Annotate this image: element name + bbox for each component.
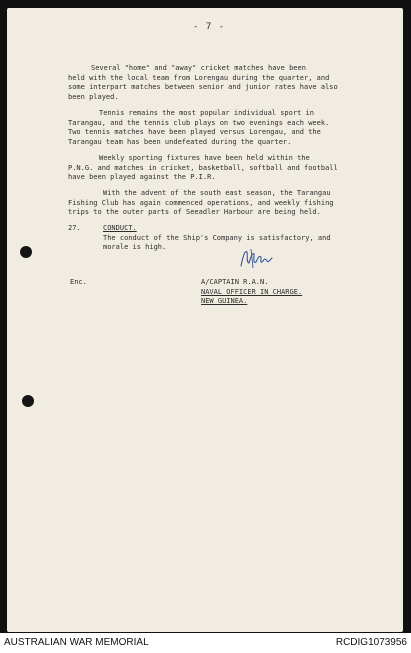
para-tennis-1: Tennis remains the most popular individual sport in — [99, 109, 314, 117]
para-cricket-3: some interpart matches between senior and junior rates have also — [68, 83, 338, 91]
footer-bar — [0, 633, 411, 653]
handwritten-signature — [237, 246, 277, 272]
document-page — [7, 8, 403, 632]
conduct-text-2: morale is high. — [103, 243, 167, 251]
footer-source: AUSTRALIAN WAR MEMORIAL — [4, 637, 149, 648]
conduct-text-1: The conduct of the Ship's Company is satisfactory, and — [103, 233, 331, 242]
para-fishing-3: trips to the outer parts of Seeadler Harbour are being held. — [68, 208, 321, 216]
para-tennis-4: Tarangau team has been undefeated during the quarter. — [68, 137, 292, 146]
enclosure-label: Enc. — [70, 278, 87, 286]
para-cricket-4: been played. — [68, 92, 119, 101]
para-cricket-1: Several "home" and "away" cricket matches have been — [91, 64, 306, 72]
signature-location: NEW GUINEA. — [201, 297, 248, 305]
para-cricket-2: held with the local team from Lorengau during the quarter, and — [68, 73, 330, 82]
section-number: 27. — [68, 224, 81, 232]
para-tennis-2: Tarangau, and the tennis club plays on two evenings each week. — [68, 118, 330, 127]
para-fishing-1: With the advent of the south east season, the Tarangau — [103, 189, 331, 197]
page-number: - 7 - — [193, 22, 226, 32]
para-weekly-3: have been played against the P.I.R. — [68, 173, 216, 181]
footer-record-id: RCDIG1073956 — [335, 637, 407, 648]
para-tennis-3: Two tennis matches have been played versus Lorengau, and the — [68, 128, 321, 136]
signature-rank: A/CAPTAIN R.A.N. — [201, 278, 269, 286]
para-fishing-2: Fishing Club has again commenced operations, and weekly fishing — [68, 198, 334, 207]
para-weekly-2: P.N.G. and matches in cricket, basketball, softball and football — [68, 163, 338, 172]
section-heading: CONDUCT. — [103, 224, 137, 232]
para-weekly-1: Weekly sporting fixtures have been held within the — [99, 154, 310, 162]
binder-hole — [20, 246, 32, 258]
binder-hole — [22, 395, 34, 407]
signature-title: NAVAL OFFICER IN CHARGE. — [201, 287, 303, 296]
